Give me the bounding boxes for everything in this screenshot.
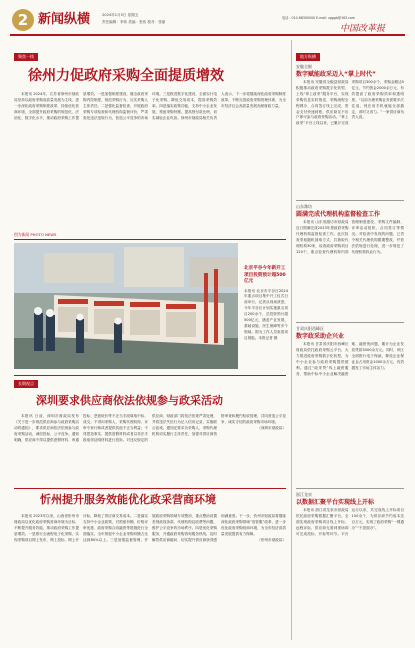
right-rule-2 xyxy=(296,322,404,323)
right-rule-1 xyxy=(296,200,404,201)
date-line: 2024年1月5日 星期五 xyxy=(102,13,139,17)
right-story-4 xyxy=(296,492,404,640)
right-story-2 xyxy=(296,204,404,320)
section-title: 新闻纵横 xyxy=(38,12,91,27)
right1-kicker: 安徽全椒 xyxy=(296,64,312,69)
paper-name: 中国改革报 xyxy=(340,24,386,34)
right2-body: 本报讯 山东省潍坊市财政局近日圆满完成2023年度政府采购代理机构监督检查工作。此次检查采取随机抽取方式，共抽取代理机构30家，检查政府采购项目120个，重点检查代理机构内部管理制度建设、采购文件编制、评审活动组织、合同签订等情况。对检查中发现的问题，已责令相关代理机构限期整改，并依法依规进行处理，进一步规范了代理机构执业行为。 xyxy=(296,220,404,254)
right-story-3 xyxy=(296,326,404,492)
column-divider xyxy=(291,40,292,640)
right3-title: 数字政采助企兴业 xyxy=(296,333,345,340)
right4-body: 本报讯 浙江省龙泉市财政局依托政府采购数据汇聚平台，全面实现政府采购项目线上开标、远程评标，供应商无需到现场即可完成投标、开标等环节。平台运行以来，共完成线上开标项目150余个，为供应商节约成本近百万元，实现了政府采购“一网通办”“不见面办”。 xyxy=(296,508,404,536)
story2-rule xyxy=(14,375,286,376)
right1-title: 数字赋能政采迈入“掌上时代” xyxy=(296,71,376,78)
right2-title: 圆满完成代理机构监督检查工作 xyxy=(296,211,381,218)
page-number-badge: 2 xyxy=(12,9,34,31)
lead-body: 本报讯 2024年，江苏省徐州市财政局坚持以政府采购高质量发展为主线，进一步深化政府采购制度改革，持续优化营商环境，全面提升政府采购的规范化、法治化、数字化水平，推动政府采购工作提质增效。一是加强制度建设，健全政府采购内控制度，规范采购行为，压实采购人主体责任。二是强化监督检查，开展政府采购专项检查和代理机构监督评价，严肃查处违法违规行为，营造公平竞争的市场环境。三是推进数字化建设，全面实行电子化采购，降低交易成本，提高采购效率。四是落实政策功能，支持中小企业发展，预留采购份额，提高预付款比例，切实减轻企业负担。徐州市财政局相关负责人表示，下一步将继续深化政府采购制度改革，不断完善政府采购管理体系，为全市经济社会高质量发展贡献财政力量。 xyxy=(14,92,286,120)
photo-label: 图为新闻 PHOTO NEWS xyxy=(14,232,57,237)
photo-caption-title: 北京平谷今年新开工项目投资预计超500亿元 xyxy=(244,266,286,284)
story2-author: （深圳市财政局） xyxy=(257,425,286,430)
editor-line: 责任编辑：李伟 美编：张伟 校对：张丽 xyxy=(102,20,166,24)
page-header xyxy=(0,0,415,52)
right1-body: 本报讯 安徽省全椒县财政局积极推动政府采购数字化转型，上线“掌上政采”服务平台，实现采购信息实时推送、采购流程全程网办、合同签订线上完成、资金支付快速到账，供应商足不出户即可参与政府采购活动。“掌上政采”平台上线以来，已累计完成采购项目300余个，采购金额达5亿元，节约资金2000余万元，有效提高了政府采购效率和透明度。“以前办理采购业务需要多次往返，现在用手机就能全部搞定，省时又省力。”一家供应商负责人说。 xyxy=(296,80,404,126)
news-photo xyxy=(14,243,238,369)
header-rule xyxy=(10,34,405,36)
right3-body: 本报讯 甘肃省庆阳市西峰区财政局依托政府采购云平台，大力推进政府采购数字化转型，为中小企业参与政府采购提供便利。通过“政采贷”线上融资服务，帮助中标中小企业解决融资难、融资贵问题，累计为企业发放贷款3000余万元。同时，该区全面推行电子保函，释放企业保证金占用资金1000余万元，有效激发了市场主体活力。 xyxy=(296,342,404,376)
story3-body: 本报讯 2023年以来，山西省忻州市财政局以优化政府采购营商环境为目标，不断提升服务效能，推动政府采购工作提质增效。一是推行全流程电子化采购，实现采购项目网上发布、网上投标、网上开评标，降低了供应商交易成本。二是落实支持中小企业政策，对预留份额、价格评审优惠、政府采购合同融资等措施进行全面落实，全年预留中小企业采购份额占比达到80%以上。三是加强监督管理，开展政府采购领域专项整治，重点整治设置差别歧视条款、代理机构乱收费等问题，维护公平竞争的市场秩序。四是优化采购服务，开通政府采购咨询服务热线，及时解答供应商疑问，切实提升供应商获得感和满意度。下一步，忻州市财政局将继续深化政府采购领域“放管服”改革，进一步优化政府采购营商环境，为全市经济高质量发展提供有力保障。 （忻州市财政局） xyxy=(14,514,286,542)
story3-rule xyxy=(14,488,286,489)
photo-caption-body: 本报讯 北京市平谷区2024年重点项目集中开工仪式日前举行，记者从现场获悉，今年平谷区计划实施重点项目200余个，总投资预计超500亿元，涵盖产业发展、基础设施、民生保障等多个领域。图为工作人员查看项目展板。本报记者 摄 xyxy=(244,288,288,340)
right-story-1 xyxy=(296,64,404,198)
story2-tag: 长期视点 xyxy=(14,380,38,388)
story3-title: 忻州提升服务效能优化政采营商环境 xyxy=(40,493,216,506)
right2-kicker: 山东潍坊 xyxy=(296,204,312,209)
photo-caption xyxy=(244,266,288,357)
left-section-tag: 聚焦一线 xyxy=(14,53,38,61)
photo-rule xyxy=(14,239,286,240)
right4-kicker: 浙江龙泉 xyxy=(296,492,312,497)
right4-title: 以数据汇聚平台实现线上开标 xyxy=(296,499,375,506)
lead-title: 徐州力促政府采购全面提质增效 xyxy=(28,68,224,84)
right-rule-3 xyxy=(296,488,404,489)
story2-title: 深圳要求供应商依法依规参与政采活动 xyxy=(36,394,223,407)
right3-kicker: 甘肃庆阳西峰区 xyxy=(296,326,324,331)
header-right-small: 电话：010-68300000 E-mail: zgggb@163.com xyxy=(282,16,355,20)
right-section-tag: 地方纵横 xyxy=(296,53,320,61)
story3-author: （忻州市财政局） xyxy=(257,537,286,542)
story2-body: 本报讯 日前，深圳市财政局发布《关于进一步规范供应商参与政府采购活动的通知》，要求供应商依法依规参与政府采购活动，诚信投标，公平竞争。通知明确，供应商不得以提供虚假材料、串通投标、恶意低价等不正当手段谋取中标、成交；不得向采购人、采购代理机构、评审专家行贿或者提供其他不正当利益；不得捏造事实、提供虚假材料或者以非法手段取得证明材料进行投诉。对违反规定的供应商，财政部门将依法依规严肃处理，并将违法失信行为记入信用记录，实施联合惩戒。通知还要求各采购人、采购代理机构切实履行主体责任，加强对供应商资格审查和履约验收管理，共同营造公平竞争、诚实守信的政府采购市场环境。 （深圳市财政局） xyxy=(14,414,286,442)
